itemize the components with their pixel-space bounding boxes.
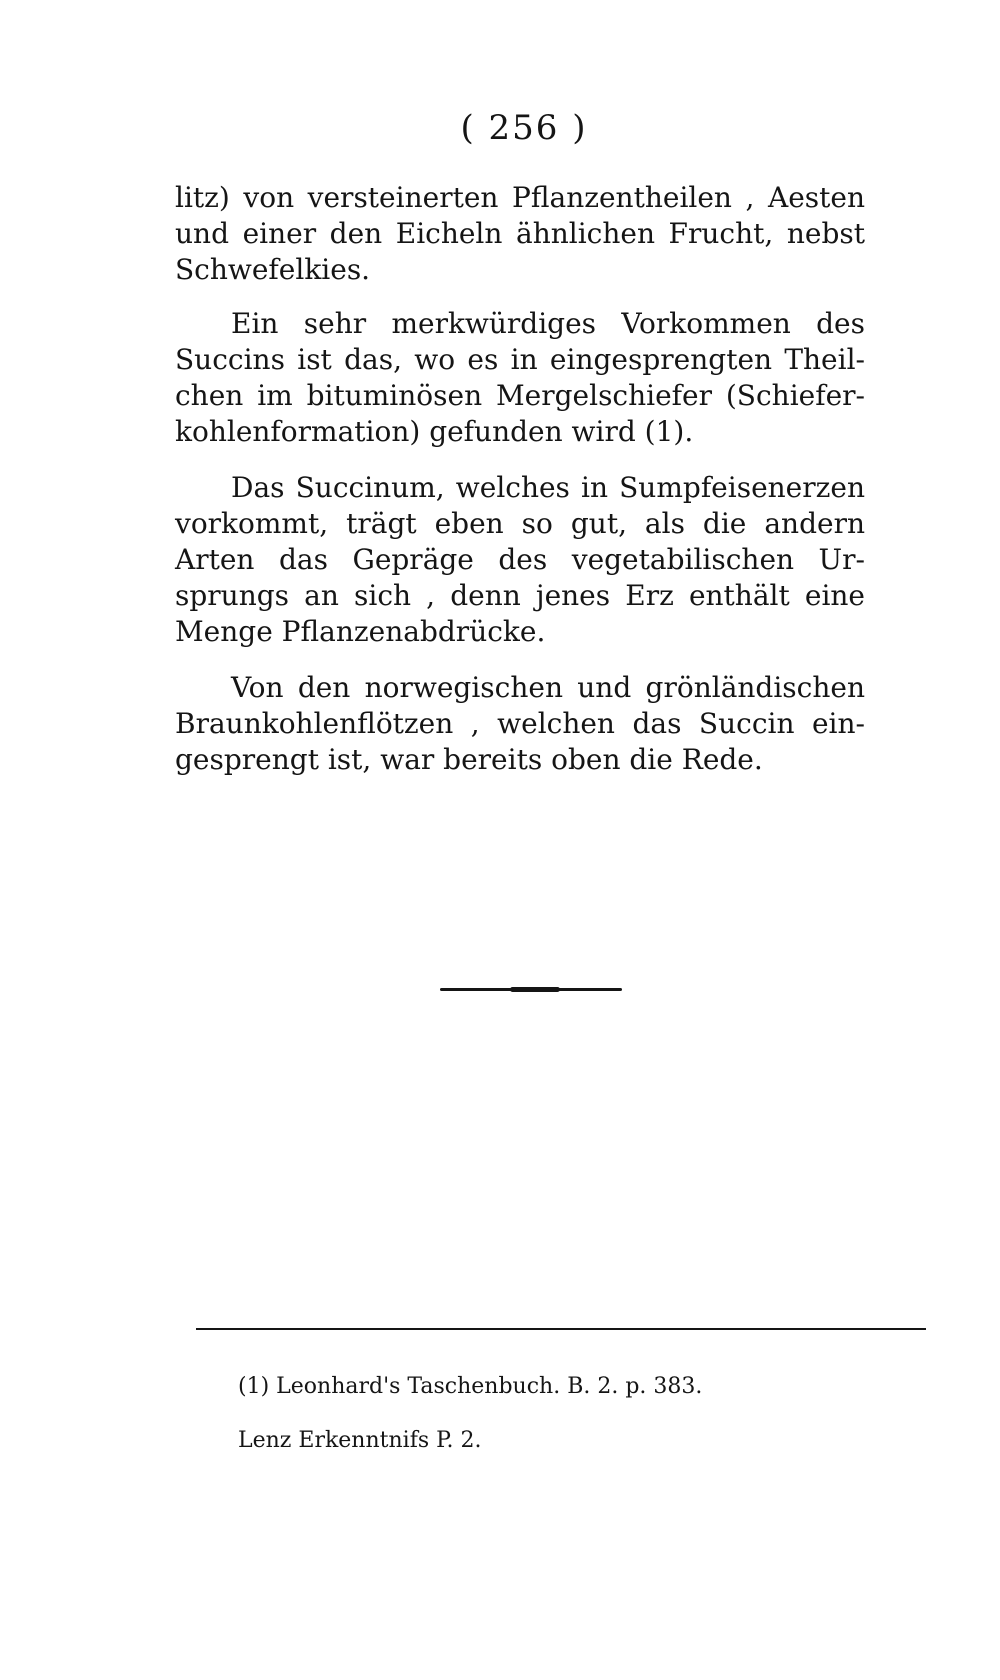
- footnote-1: (1) Leonhard's Taschenbuch. B. 2. p. 383.: [238, 1374, 703, 1399]
- text-line: gesprengt ist, war bereits oben die Rede.: [175, 743, 763, 776]
- footnote-divider: [196, 1328, 926, 1330]
- page-number: ( 256 ): [460, 108, 588, 148]
- text-line: litz) von versteinerten Pflanzentheilen , Aesten: [175, 181, 865, 214]
- paragraph-4: [175, 670, 865, 778]
- text-line: und einer den Eicheln ähnlichen Frucht, nebst: [175, 217, 865, 250]
- paragraph-3: [175, 470, 865, 650]
- text-line: Ein sehr merkwürdiges Vorkommen des: [231, 307, 865, 340]
- paragraph-1: [175, 180, 865, 288]
- text-line: Braunkohlenflötzen , welchen das Succin ein-: [175, 707, 865, 740]
- text-line: Das Succinum, welches in Sumpfeisenerzen: [231, 471, 865, 504]
- text-line: vorkommt, trägt eben so gut, als die andern: [175, 507, 865, 540]
- text-line: Arten das Gepräge des vegetabilischen Ur-: [175, 543, 865, 576]
- end-rule-divider: [440, 988, 622, 991]
- paragraph-2: [175, 306, 865, 450]
- text-line: kohlenformation) gefunden wird (1).: [175, 415, 694, 448]
- footnotes: [238, 1360, 898, 1468]
- text-line: Von den norwegischen und grönländischen: [231, 671, 865, 704]
- text-line: Schwefelkies.: [175, 253, 371, 286]
- text-line: sprungs an sich , denn jenes Erz enthält eine: [175, 579, 865, 612]
- footnote-2: Lenz Erkenntnifs P. 2.: [238, 1428, 482, 1453]
- text-line: chen im bituminösen Mergelschiefer (Schiefer-: [175, 379, 865, 412]
- body-text: [175, 180, 865, 796]
- text-line: Menge Pflanzenabdrücke.: [175, 615, 546, 648]
- text-line: Succins ist das, wo es in eingesprengten Theil-: [175, 343, 865, 376]
